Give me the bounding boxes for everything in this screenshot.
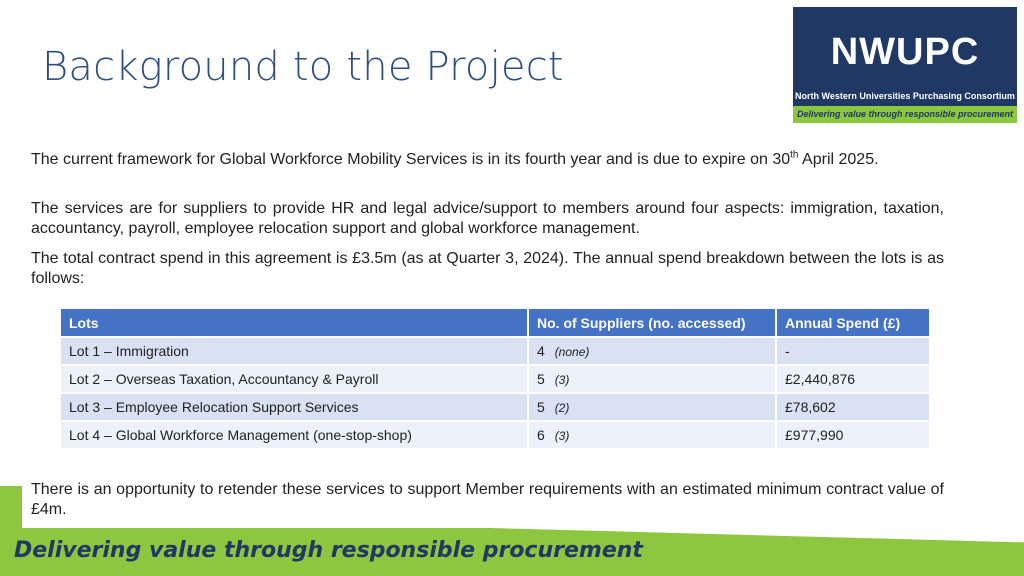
logo-subtitle: North Western Universities Purchasing Consortium <box>795 91 1015 101</box>
logo-tagline: Delivering value through responsible procurement <box>793 106 1017 123</box>
suppliers-cell <box>528 337 776 365</box>
accessed-note: (none) <box>554 345 590 359</box>
lot-cell: Lot 4 – Global Workforce Management (one-stop-shop) <box>61 421 528 448</box>
table-row <box>61 337 930 365</box>
retender-paragraph: There is an opportunity to retender these services to support Member requirements with an estimated minimum contract value of £4m. <box>31 481 944 518</box>
spend-cell: £2,440,876 <box>776 365 930 393</box>
header-spend: Annual Spend (£) <box>776 309 930 337</box>
table-row <box>61 365 930 393</box>
nwupc-logo <box>793 7 1017 123</box>
lots-table <box>61 309 931 448</box>
table-row <box>61 393 930 421</box>
spend-cell: - <box>776 337 930 365</box>
suppliers-count: 4 <box>537 343 545 359</box>
footer-tagline: Delivering value through responsible procurement <box>14 538 643 563</box>
lot-cell: Lot 3 – Employee Relocation Support Services <box>61 393 528 421</box>
accessed-note: (3) <box>554 429 570 443</box>
lot-cell: Lot 2 – Overseas Taxation, Accountancy & Payroll <box>61 365 528 393</box>
intro-paragraph <box>31 150 944 170</box>
header-lots: Lots <box>61 309 528 337</box>
accessed-note: (2) <box>554 401 570 415</box>
intro-tail: April 2025. <box>798 151 879 168</box>
logo-name: NWUPC <box>830 31 980 73</box>
suppliers-cell <box>528 393 776 421</box>
suppliers-count: 5 <box>537 399 545 415</box>
accessed-note: (3) <box>554 373 570 387</box>
suppliers-count: 5 <box>537 371 545 387</box>
header-suppliers: No. of Suppliers (no. accessed) <box>528 309 776 337</box>
spend-cell: £78,602 <box>776 393 930 421</box>
page-title: Background to the Project <box>42 44 564 90</box>
intro-text: The current framework for Global Workforce Mobility Services is in its fourth year and is due to expire on 30 <box>31 151 791 168</box>
lot-cell: Lot 1 – Immigration <box>61 337 528 365</box>
suppliers-cell <box>528 365 776 393</box>
suppliers-cell <box>528 421 776 448</box>
suppliers-count: 6 <box>537 427 545 443</box>
table-header-row <box>61 309 930 337</box>
services-paragraph: The services are for suppliers to provide HR and legal advice/support to members around four aspects: immigration, taxation, accountancy, payroll, employee relocation support and global workforce management. <box>31 200 944 237</box>
spend-paragraph: The total contract spend in this agreement is £3.5m (as at Quarter 3, 2024). The annual spend breakdown between the lots is as follows: <box>31 250 944 287</box>
spend-cell: £977,990 <box>776 421 930 448</box>
table-row <box>61 421 930 448</box>
intro-superscript: th <box>790 149 799 161</box>
